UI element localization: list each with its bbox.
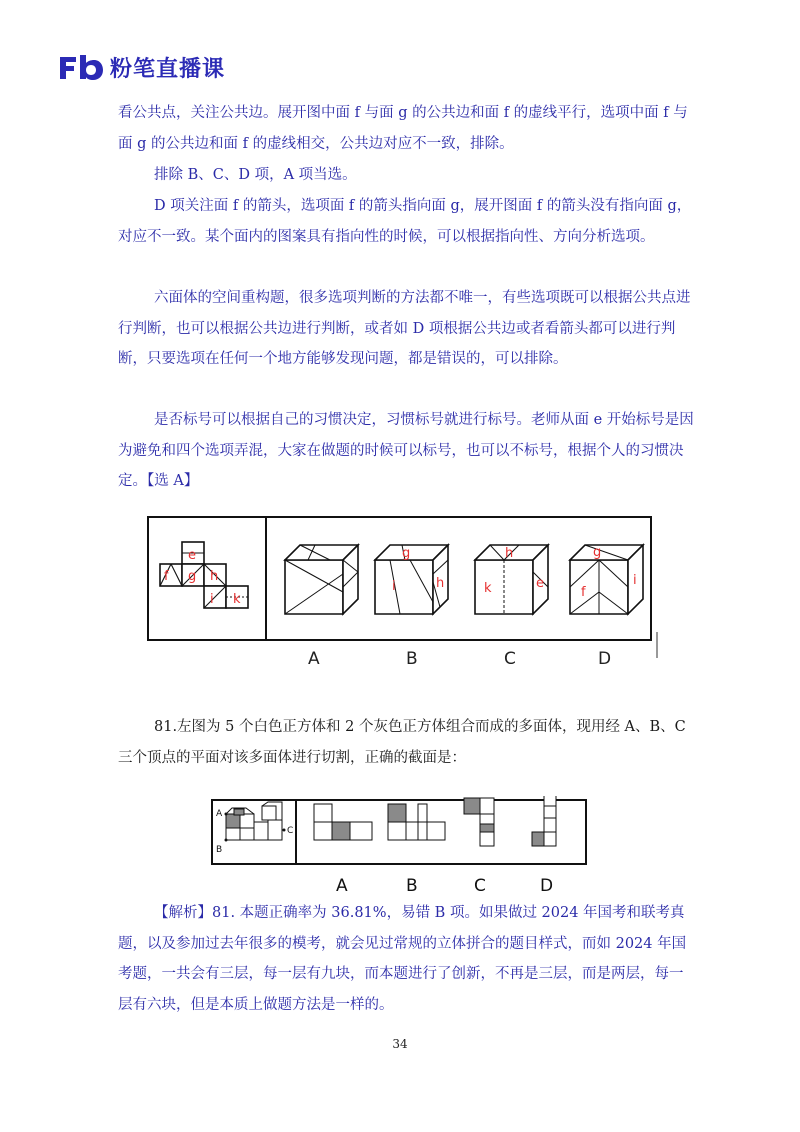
cube-d-label-i: i bbox=[633, 573, 637, 588]
vertex-label-a: A bbox=[216, 809, 223, 819]
net-label-e: e bbox=[188, 548, 196, 563]
cube-c-label-k: k bbox=[484, 581, 492, 596]
net-label-h: h bbox=[210, 569, 219, 584]
page-number: 34 bbox=[392, 1037, 408, 1051]
section-label-d: D bbox=[540, 876, 554, 896]
section-label-c: C bbox=[474, 876, 486, 896]
net-label-i: i bbox=[210, 592, 214, 607]
question-81: 81.左图为 5 个白色正方体和 2 个灰色正方体组合而成的多面体，现用经 A、B、C 三个顶点的平面对该多面体进行切割，正确的截面是： bbox=[118, 719, 686, 766]
option-label-c: C bbox=[504, 649, 516, 669]
section-option-a bbox=[314, 804, 372, 840]
paragraph-3: D 项关注面 f 的箭头，选项面 f 的箭头指向面 g，展开图面 f 的箭头没有指向面 g，对应不一致。某个面内的图案具有指向性的时候，可以根据指向性、方向分析选项。 bbox=[118, 198, 692, 245]
cube-d-label-f: f bbox=[581, 585, 586, 600]
section-option-d bbox=[532, 796, 556, 846]
polyhedron-figure bbox=[210, 796, 590, 896]
cube-c-label-e: e bbox=[536, 576, 544, 591]
analysis-81: 【解析】81. 本题正确率为 36.81%，易错 B 项。如果做过 2024 年国考和联考真题，以及参加过去年很多的模考，就会见过常规的立体拼合的题目样式，而如 2024 年国考题，一共会有三层，每一层有九块，而本题进行了创新，不再是三层，而是两层，每一层有六块，但是本质上做题方法是一样的。 bbox=[118, 905, 687, 1013]
option-label-b: B bbox=[406, 649, 418, 669]
fb-logo-icon bbox=[58, 53, 104, 81]
cube-b-label-h: h bbox=[436, 576, 445, 591]
section-option-b bbox=[388, 804, 445, 840]
cube-b-label-i: i bbox=[392, 579, 396, 594]
option-label-d: D bbox=[598, 649, 612, 669]
net-label-k: k bbox=[233, 592, 241, 607]
vertex-label-c: C bbox=[287, 826, 294, 836]
paragraph-5: 是否标号可以根据自己的习惯决定，习惯标号就进行标号。老师从面 e 开始标号是因为避免和四个选项弄混，大家在做题的时候可以标号，也可以不标号，根据个人的习惯决定。【选 A】 bbox=[118, 412, 694, 489]
paragraph-4: 六面体的空间重构题，很多选项判断的方法都不唯一，有些选项既可以根据公共点进行判断，也可以根据公共边进行判断，或者如 D 项根据公共边或者看箭头都可以进行判断，只要选项在任何一个地方能够发现问题，都是错误的，可以排除。 bbox=[118, 290, 691, 367]
cube-d-label-g: g bbox=[593, 545, 602, 560]
cube-b-label-g: g bbox=[402, 546, 411, 561]
paragraph-1: 看公共点，关注公共边。展开图中面 f 与面 g 的公共边和面 f 的虚线平行，选项中面 f 与面 g 的公共边和面 f 的虚线相交，公共边对应不一致，排除。 bbox=[118, 105, 688, 152]
option-label-a: A bbox=[308, 649, 320, 669]
brand-logo bbox=[58, 52, 225, 82]
cube-net-figure bbox=[140, 512, 670, 672]
net-label-f: f bbox=[164, 569, 169, 584]
section-option-c bbox=[464, 798, 494, 846]
net-label-g: g bbox=[188, 569, 197, 584]
paragraph-2: 排除 B、C、D 项，A 项当选。 bbox=[154, 167, 357, 183]
brand-name: 粉笔直播课 bbox=[110, 56, 226, 82]
section-label-a: A bbox=[336, 876, 348, 896]
section-label-b: B bbox=[406, 876, 418, 896]
polyhedron bbox=[226, 802, 282, 840]
vertex-label-b: B bbox=[216, 845, 223, 855]
cube-c-label-h: h bbox=[505, 546, 514, 561]
